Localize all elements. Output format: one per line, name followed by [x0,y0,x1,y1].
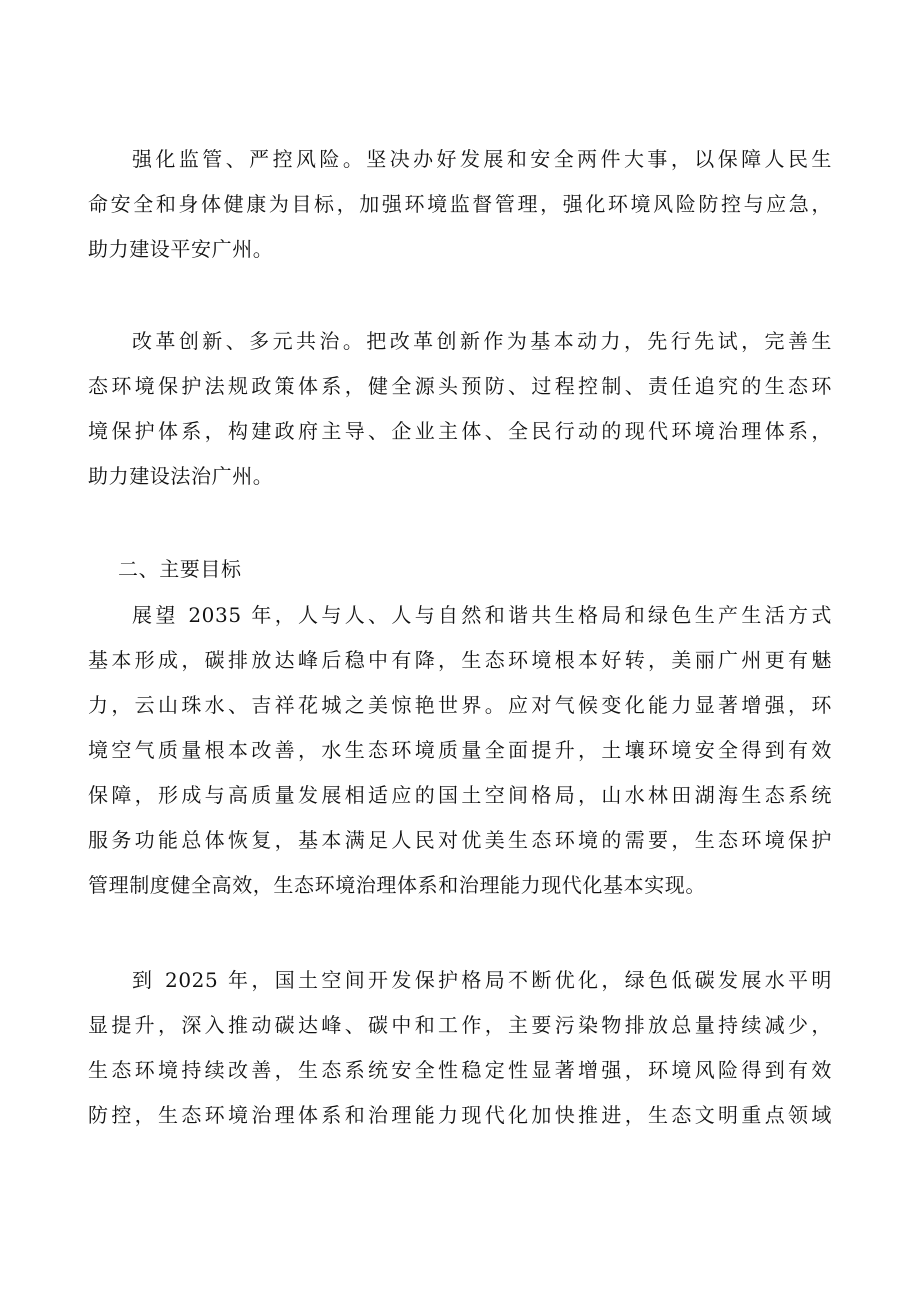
paragraph-line: 助力建设平安广州。 [88,237,274,261]
paragraph-line: 改革创新、多元共治。把改革创新作为基本动力，先行先试，完善生 [132,329,832,353]
paragraph-target-2025 [88,958,832,1138]
paragraph-line: 境空气质量根本改善，水生态环境质量全面提升，土壤环境安全得到有效 [88,738,832,762]
paragraph-line: 助力建设法治广州。 [88,464,274,488]
paragraph-line: 力，云山珠水、吉祥花城之美惊艳世界。应对气候变化能力显著增强，环 [88,693,832,717]
paragraph-reform-innovation [88,319,832,499]
paragraph-line: 管理制度健全高效，生态环境治理体系和治理能力现代化基本实现。 [88,873,706,897]
paragraph-line: 态环境保护法规政策体系，健全源头预防、过程控制、责任追究的生态环 [88,374,832,398]
section-heading: 二、主要目标 [118,557,242,581]
paragraph-line: 展望 2035 年，人与人、人与自然和谐共生格局和绿色生产生活方式 [132,603,832,627]
paragraph-line: 保障，形成与高质量发展相适应的国土空间格局，山水林田湖海生态系统 [88,783,832,807]
paragraph-line: 强化监管、严控风险。坚决办好发展和安全两件大事，以保障人民生 [132,147,832,171]
paragraph-vision-2035 [88,593,832,908]
paragraph-line: 到 2025 年，国土空间开发保护格局不断优化，绿色低碳发展水平明 [132,968,832,992]
paragraph-line: 生态环境持续改善，生态系统安全性稳定性显著增强，环境风险得到有效 [88,1058,832,1082]
paragraph-line: 显提升，深入推动碳达峰、碳中和工作，主要污染物排放总量持续减少， [88,1013,832,1037]
paragraph-line: 境保护体系，构建政府主导、企业主体、全民行动的现代环境治理体系， [88,419,832,443]
paragraph-risk-control [88,137,832,272]
paragraph-line: 命安全和身体健康为目标，加强环境监督管理，强化环境风险防控与应急， [88,192,832,216]
paragraph-line: 基本形成，碳排放达峰后稳中有降，生态环境根本好转，美丽广州更有魅 [88,648,832,672]
paragraph-line: 防控，生态环境治理体系和治理能力现代化加快推进，生态文明重点领域 [88,1103,832,1127]
paragraph-line: 服务功能总体恢复，基本满足人民对优美生态环境的需要，生态环境保护 [88,828,832,852]
